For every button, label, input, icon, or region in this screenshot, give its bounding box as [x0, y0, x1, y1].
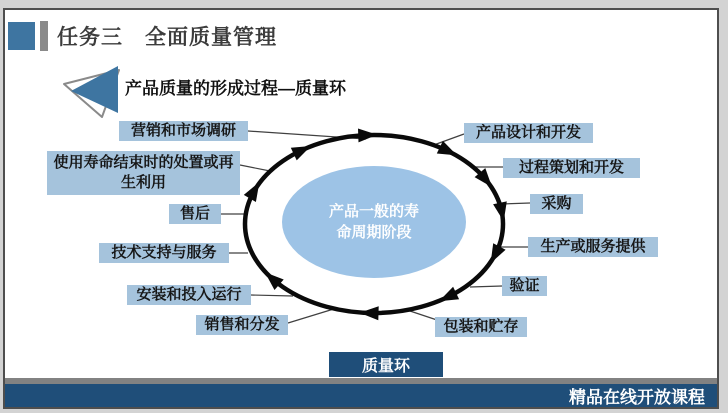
cycle-stage-label: 产品设计和开发 — [464, 123, 593, 143]
cycle-stage-label: 安装和投入运行 — [127, 285, 251, 305]
cycle-stage-label: 生产或服务提供 — [528, 237, 658, 257]
connector-line — [288, 308, 337, 323]
course-brand-text: 精品在线开放课程 — [569, 388, 705, 407]
cycle-arrowhead-icon — [439, 287, 459, 302]
connector-line — [240, 165, 270, 171]
connector-line — [470, 286, 502, 287]
cycle-stage-label: 售后 — [169, 204, 221, 224]
cycle-stage-label: 营销和市场调研 — [119, 121, 248, 141]
lifecycle-label — [294, 201, 454, 243]
cycle-arrowhead-icon — [360, 306, 379, 320]
lifecycle-label-line1: 产品一般的寿 — [328, 203, 419, 220]
cycle-arrowhead-icon — [244, 182, 260, 202]
cycle-stage-label: 技术支持与服务 — [99, 243, 229, 263]
subtitle-text: 产品质量的形成过程—质量环 — [125, 79, 346, 98]
cycle-arrowhead-icon — [491, 243, 506, 263]
cycle-stage-label: 过程策划和开发 — [503, 158, 640, 178]
cycle-arrowhead-icon — [291, 146, 311, 160]
cycle-stage-label: 采购 — [530, 194, 583, 214]
triangle-bullet-icon — [64, 66, 119, 117]
connector-line — [251, 295, 293, 296]
footer-bar — [5, 384, 717, 407]
cycle-stage-label: 销售和分发 — [196, 315, 288, 335]
cycle-arrowhead-icon — [358, 129, 377, 143]
quality-loop-caption: 质量环 — [329, 352, 443, 377]
cycle-stage-label: 验证 — [502, 276, 547, 296]
page-title: 任务三 全面质量管理 — [57, 26, 277, 49]
cycle-stage-label: 使用寿命结束时的处置或再生利用 — [47, 151, 240, 195]
cycle-stage-label: 包装和贮存 — [435, 317, 527, 337]
lifecycle-label-line2: 命周期阶段 — [336, 224, 412, 241]
